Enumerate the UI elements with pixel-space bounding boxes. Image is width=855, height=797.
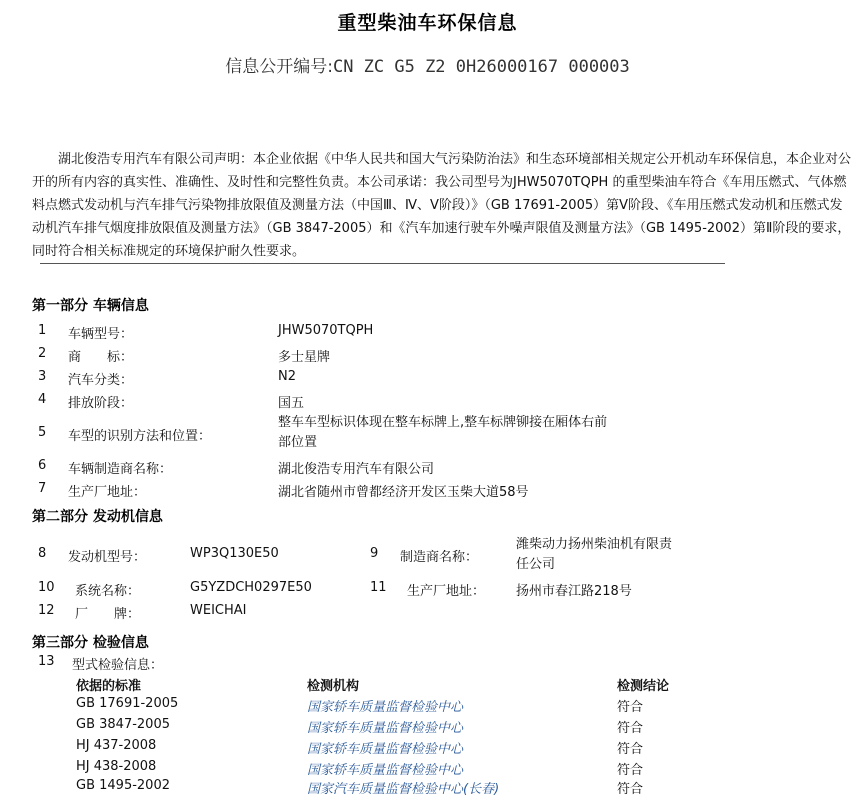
- inspection-org-cell: 国家轿车质量监督检验中心: [307, 700, 464, 715]
- identification-method-value: 整车车型标识体现在整车标牌上,整车标牌铆接在厢体右前部位置: [278, 415, 608, 450]
- inspection-org-cell: 国家轿车质量监督检验中心: [307, 763, 464, 778]
- factory-address-value: 湖北省随州市曾都经济开发区玉柴大道58号: [278, 485, 529, 500]
- field-label: 排放阶段：: [68, 396, 134, 411]
- row-number: 3: [38, 369, 47, 384]
- standard-cell: HJ 437-2008: [76, 738, 157, 753]
- emission-stage-value: 国五: [278, 396, 305, 411]
- field-label: 生产厂地址：: [68, 485, 147, 500]
- standard-cell: GB 1495-2002: [76, 778, 170, 793]
- field-label: 汽车分类：: [68, 373, 134, 388]
- field-label: 生产厂地址：: [407, 584, 486, 599]
- row-number: 12: [38, 603, 55, 618]
- section-engine-info: 第二部分 发动机信息: [32, 509, 163, 525]
- field-label: 型式检验信息：: [72, 658, 164, 673]
- column-header-standard: 依据的标准: [76, 679, 142, 694]
- result-cell: 符合: [617, 742, 644, 757]
- row-number: 6: [38, 458, 47, 473]
- divider: [40, 263, 725, 264]
- column-header-result: 检测结论: [617, 679, 670, 694]
- company-declaration: 湖北俊浩专用汽车有限公司声明：本企业依据《中华人民共和国大气污染防治法》和生态环境部相关规定公开机动车环保信息，本企业对公开的所有内容的真实性、准确性、及时性和完整性负责。本公司承诺：我公司型号为JHW5070TQPH 的重型柴油车符合《车用压燃式、气体燃料点燃式发动机与汽车排气污染物排放限值及测量方法（中国Ⅲ、Ⅳ、Ⅴ阶段）》（GB 17691-2005）第Ⅴ阶段、《车用压燃式发动机和压燃式发动机汽车排气烟度排放限值及测量方法》（GB 3847-2005）和《汽车加速行驶车外噪声限值及测量方法》（GB 1495-2002）第Ⅱ阶段的要求，同时符合相关标准规定的环境保护耐久性要求。: [32, 152, 852, 259]
- section-inspection-info: 第三部分 检验信息: [32, 635, 149, 651]
- brand-value: 多士星牌: [278, 350, 331, 365]
- row-number: 2: [38, 346, 47, 361]
- engine-factory-address-value: 扬州市春江路218号: [516, 584, 632, 599]
- inspection-org-cell: 国家轿车质量监督检验中心: [307, 742, 464, 757]
- disclosure-number: [0, 52, 855, 77]
- row-number: 11: [370, 580, 387, 595]
- inspection-org-cell: 国家汽车质量监督检验中心(长春): [307, 782, 500, 797]
- row-number: 7: [38, 481, 47, 496]
- standard-cell: GB 17691-2005: [76, 696, 179, 711]
- vehicle-model-value: JHW5070TQPH: [278, 323, 374, 338]
- field-label: 系统名称：: [75, 584, 141, 599]
- row-number: 5: [38, 425, 47, 440]
- row-number: 9: [370, 546, 379, 561]
- manufacturer-value: 湖北俊浩专用汽车有限公司: [278, 462, 435, 477]
- field-label: 厂 牌：: [75, 607, 141, 622]
- column-header-org: 检测机构: [307, 679, 360, 694]
- disclosure-number-label: 信息公开编号:: [225, 57, 333, 77]
- section-vehicle-info: 第一部分 车辆信息: [32, 298, 149, 314]
- field-label: 车辆制造商名称：: [68, 462, 173, 477]
- engine-model-value: WP3Q130E50: [190, 546, 279, 561]
- inspection-org-cell: 国家轿车质量监督检验中心: [307, 721, 464, 736]
- row-number: 4: [38, 392, 47, 407]
- field-label: 商 标：: [68, 350, 134, 365]
- engine-manufacturer-value: 潍柴动力扬州柴油机有限责任公司: [516, 537, 673, 572]
- system-name-value: G5YZDCH0297E50: [190, 580, 312, 595]
- row-number: 8: [38, 546, 47, 561]
- standard-cell: HJ 438-2008: [76, 759, 157, 774]
- result-cell: 符合: [617, 700, 644, 715]
- field-label: 制造商名称：: [400, 550, 479, 565]
- engine-brand-value: WEICHAI: [190, 603, 247, 618]
- result-cell: 符合: [617, 782, 644, 797]
- disclosure-number-code: CN ZC G5 Z2 0H26000167 000003: [332, 57, 630, 77]
- result-cell: 符合: [617, 721, 644, 736]
- row-number: 1: [38, 323, 47, 338]
- row-number: 13: [38, 654, 55, 669]
- field-label: 车型的识别方法和位置：: [68, 429, 212, 444]
- vehicle-category-value: N2: [278, 369, 296, 384]
- field-label: 车辆型号：: [68, 327, 134, 342]
- standard-cell: GB 3847-2005: [76, 717, 170, 732]
- result-cell: 符合: [617, 763, 644, 778]
- row-number: 10: [38, 580, 55, 595]
- field-label: 发动机型号：: [68, 550, 147, 565]
- page-title: 重型柴油车环保信息: [337, 12, 518, 34]
